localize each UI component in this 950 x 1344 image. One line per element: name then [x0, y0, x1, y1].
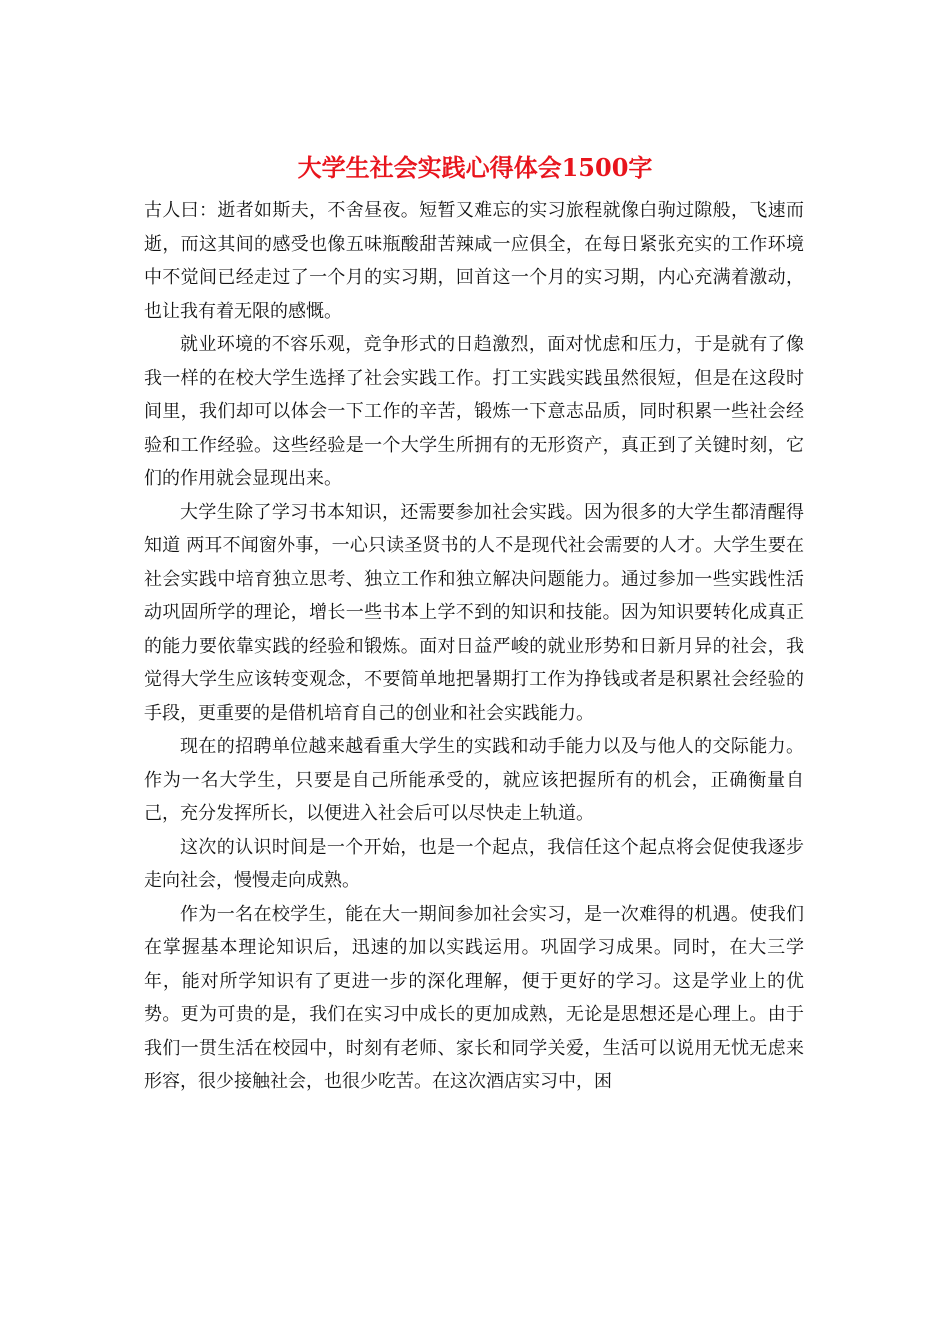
paragraph-4: 现在的招聘单位越来越看重大学生的实践和动手能力以及与他人的交际能力。作为一名大学生，只要是自己所能承受的，就应该把握所有的机会，正确衡量自己，充分发挥所长，以便进入社会后可以尽快走上轨道。 [144, 736, 804, 824]
paragraph-5: 这次的认识时间是一个开始，也是一个起点，我信任这个起点将会促使我逐步走向社会，慢慢走向成熟。 [144, 836, 804, 891]
paragraph-3: 大学生除了学习书本知识，还需要参加社会实践。因为很多的大学生都清醒得知道 两耳不闻窗外事，一心只读圣贤书的人不是现代社会需要的人才。大学生要在社会实践中培育独立思考、独立工作和独立解决问题能力。通过参加一些实践性活动巩固所学的理论，增长一些书本上学不到的知识和技能。因为知识要转化成真正的能力要依靠实践的经验和锻炼。面对日益严峻的就业形势和日新月异的社会，我觉得大学生应该转变观念，不要简单地把暑期打工作为挣钱或者是积累社会经验的手段，更重要的是借机培育自己的创业和社会实践能力。 [144, 501, 804, 724]
paragraph-6: 作为一名在校学生，能在大一期间参加社会实习，是一次难得的机遇。使我们在掌握基本理论知识后，迅速的加以实践运用。巩固学习成果。同时，在大三学年，能对所学知识有了更进一步的深化理解，便于更好的学习。这是学业上的优势。更为可贵的是，我们在实习中成长的更加成熟，无论是思想还是心理上。由于我们一贯生活在校园中，时刻有老师、家长和同学关爱，生活可以说用无忧无虑来形容，很少接触社会，也很少吃苦。在这次酒店实习中，困 [144, 903, 804, 1092]
document-title: 大学生社会实践心得体会1500字 [297, 153, 653, 182]
paragraph-2: 就业环境的不容乐观，竞争形式的日趋激烈，面对忧虑和压力，于是就有了像我一样的在校大学生选择了社会实践工作。打工实践实践虽然很短，但是在这段时间里，我们却可以体会一下工作的辛苦，锻炼一下意志品质，同时积累一些社会经验和工作经验。这些经验是一个大学生所拥有的无形资产，真正到了关键时刻，它们的作用就会显现出来。 [144, 334, 804, 489]
document-body [144, 194, 804, 1099]
paragraph-1: 古人曰：逝者如斯夫，不舍昼夜。短暂又难忘的实习旅程就像白驹过隙般，飞速而逝，而这其间的感受也像五味瓶酸甜苦辣咸一应俱全，在每日紧张充实的工作环境中不觉间已经走过了一个月的实习期，回首这一个月的实习期，内心充满着激动，也让我有着无限的感慨。 [144, 200, 804, 322]
